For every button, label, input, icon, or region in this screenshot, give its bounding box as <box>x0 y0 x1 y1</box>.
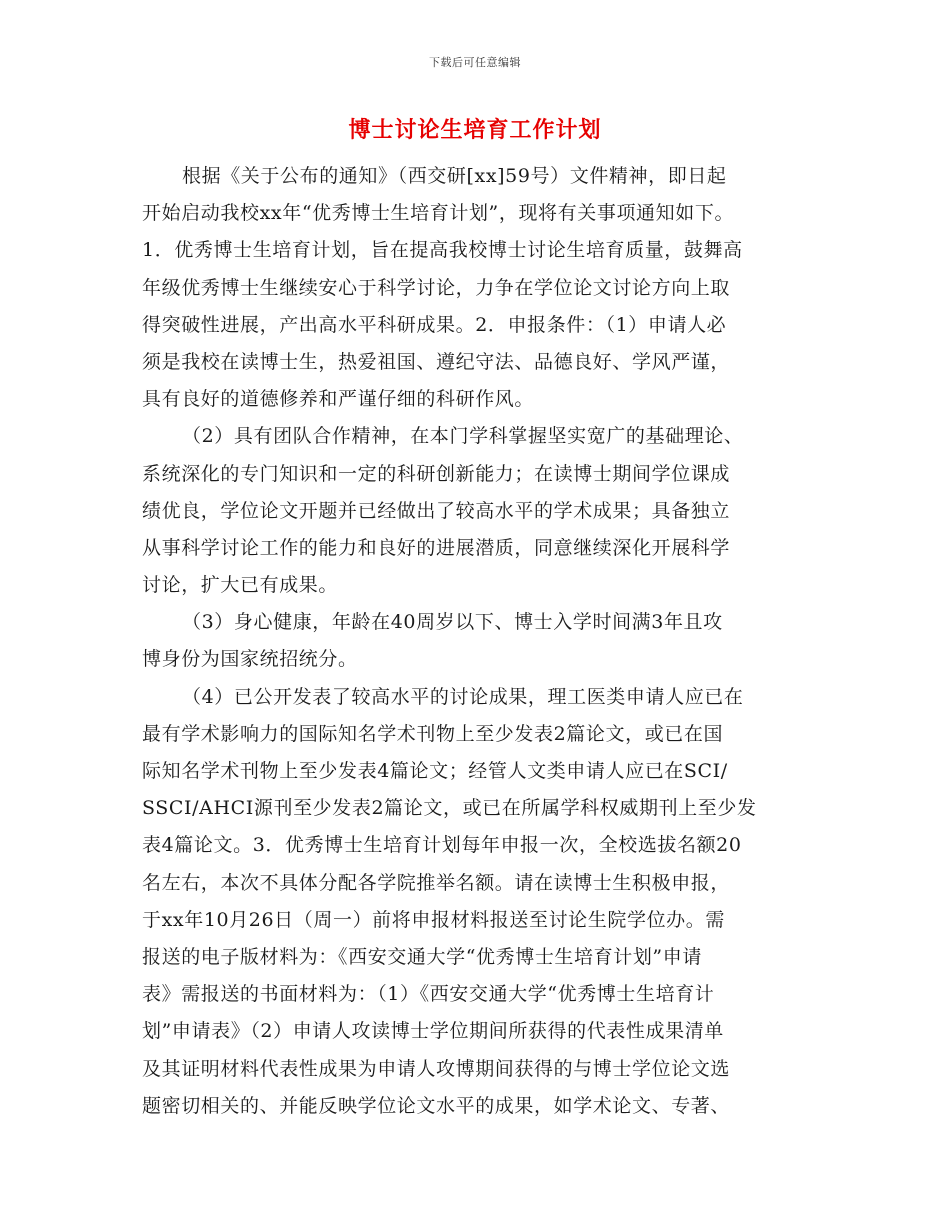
body-text-line: 从事科学讨论工作的能力和良好的进展潜质，同意继续深化开展科学 <box>142 536 731 559</box>
body-text-line: 报送的电子版材料为：《西安交通大学“优秀博士生培育计划”申请 <box>142 945 702 968</box>
body-text-line: 际知名学术刊物上至少发表4篇论文；经管人文类申请人应已在SCI/ <box>142 760 728 782</box>
body-text-line: 年级优秀博士生继续安心于科学讨论，力争在学位论文讨论方向上取 <box>142 276 731 299</box>
body-text-line: 表》需报送的书面材料为：（1）《西安交通大学“优秀博士生培育计 <box>142 983 715 1006</box>
body-text-line: 题密切相关的、并能反映学位论文水平的成果，如学术论文、专著、 <box>142 1094 731 1117</box>
body-text-line: （2）具有团队合作精神，在本门学科掌握坚实宽广的基础理论、 <box>182 425 744 448</box>
body-text-line: 须是我校在读博士生，热爱祖国、遵纪守法、品德良好、学风严谨， <box>142 350 731 373</box>
body-text-line: 表4篇论文。3．优秀博士生培育计划每年申报一次，全校选拔名额20 <box>142 834 742 857</box>
document-body <box>142 158 822 1125</box>
body-text-line: 名左右，本次不具体分配各学院推举名额。请在读博士生积极申报， <box>142 871 731 894</box>
body-text-line: 开始启动我校xx年“优秀博士生培育计划”，现将有关事项通知如下。 <box>142 202 735 225</box>
body-text-line: 绩优良，学位论文开题并已经做出了较高水平的学术成果；具备独立 <box>142 499 731 522</box>
body-text-line: （4）已公开发表了较高水平的讨论成果，理工医类申请人应已在 <box>182 685 744 708</box>
body-text-line: 及其证明材料代表性成果为申请人攻博期间获得的与博士学位论文选 <box>142 1057 731 1080</box>
body-text-line: 具有良好的道德修养和严谨仔细的科研作风。 <box>142 388 535 411</box>
body-text-line: 于xx年10月26日（周一）前将申报材料报送至讨论生院学位办。需 <box>142 908 725 931</box>
body-text-line: 讨论，扩大已有成果。 <box>142 574 339 597</box>
body-text-line: 系统深化的专门知识和一定的科研创新能力；在读博士期间学位课成 <box>142 462 731 485</box>
body-text-line: 根据《关于公布的通知》（西交研[xx]59号）文件精神，即日起 <box>182 165 727 187</box>
body-text-line: 博身份为国家统招统分。 <box>142 648 358 671</box>
document-title: 博士讨论生培育工作计划 <box>348 117 602 143</box>
page-header-note: 下载后可任意编辑 <box>429 56 521 69</box>
body-text-line: （3）身心健康，年龄在40周岁以下、博士入学时间满3年且攻 <box>182 611 723 634</box>
body-text-line: SSCI/AHCI源刊至少发表2篇论文，或已在所属学科权威期刊上至少发 <box>142 797 757 820</box>
body-text-line: 最有学术影响力的国际知名学术刊物上至少发表2篇论文，或已在国 <box>142 722 724 745</box>
body-text-line: 1．优秀博士生培育计划，旨在提高我校博士讨论生培育质量，鼓舞高 <box>142 239 743 262</box>
body-text-line: 划”申请表》（2）申请人攻读博士学位期间所获得的代表性成果清单 <box>142 1020 724 1043</box>
body-text-line: 得突破性进展，产出高水平科研成果。2．申报条件：（1）申请人必 <box>142 313 727 336</box>
